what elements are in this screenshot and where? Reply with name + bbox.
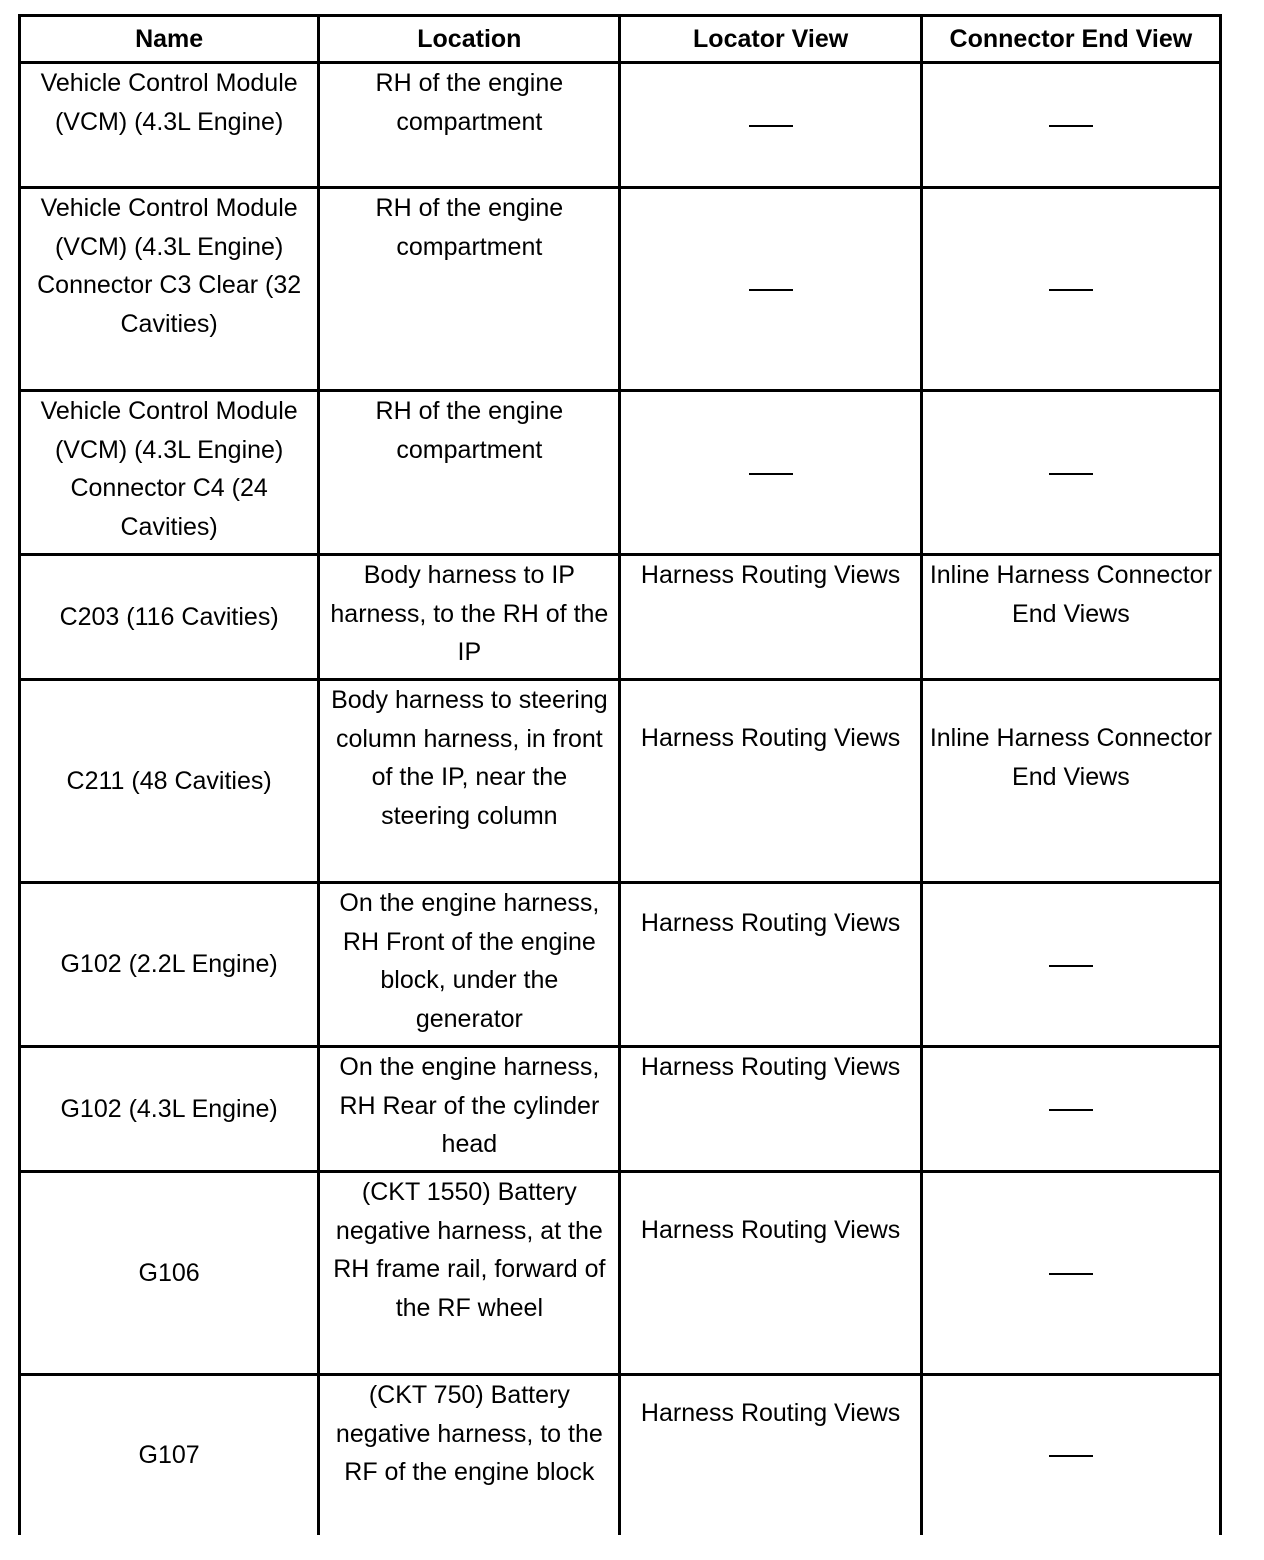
cell-location: Body harness to steering column harness, in front of the IP, near the steering column: [319, 680, 620, 883]
header-name: Name: [20, 16, 319, 63]
cell-connector-end-view: [921, 188, 1220, 391]
table-row: [20, 188, 1221, 391]
empty-dash: [749, 289, 793, 291]
empty-dash: [1049, 1273, 1093, 1275]
cell-connector-end-view: [921, 1375, 1220, 1535]
header-connector-end-view: Connector End View: [921, 16, 1220, 63]
cell-name: C203 (116 Cavities): [20, 555, 319, 680]
component-locator-table: [18, 14, 1222, 1535]
table-row: [20, 1375, 1221, 1535]
cell-connector-end-view: [921, 883, 1220, 1047]
cell-location: (CKT 1550) Battery negative harness, at the RH frame rail, forward of the RF wheel: [319, 1172, 620, 1375]
cell-location: Body harness to IP harness, to the RH of the IP: [319, 555, 620, 680]
cell-locator-view: [620, 188, 921, 391]
table-row: [20, 883, 1221, 1047]
cell-locator-view: Harness Routing Views: [620, 1375, 921, 1535]
cell-locator-view: [620, 63, 921, 188]
cell-name: Vehicle Control Module (VCM) (4.3L Engine): [20, 63, 319, 188]
cell-location: RH of the engine compartment: [319, 63, 620, 188]
header-location: Location: [319, 16, 620, 63]
cell-locator-view: Harness Routing Views: [620, 680, 921, 883]
empty-dash: [1049, 125, 1093, 127]
cell-location: On the engine harness, RH Front of the engine block, under the generator: [319, 883, 620, 1047]
empty-dash: [1049, 1455, 1093, 1457]
cell-location: RH of the engine compartment: [319, 391, 620, 555]
header-row: [20, 16, 1221, 63]
cell-connector-end-view: [921, 391, 1220, 555]
cell-connector-end-view: Inline Harness Connector End Views: [921, 680, 1220, 883]
empty-dash: [749, 473, 793, 475]
cell-locator-view: Harness Routing Views: [620, 883, 921, 1047]
cell-name: G102 (2.2L Engine): [20, 883, 319, 1047]
cell-locator-view: Harness Routing Views: [620, 1047, 921, 1172]
cell-locator-view: Harness Routing Views: [620, 1172, 921, 1375]
header-locator-view: Locator View: [620, 16, 921, 63]
empty-dash: [749, 125, 793, 127]
cell-name: G106: [20, 1172, 319, 1375]
cell-name: G102 (4.3L Engine): [20, 1047, 319, 1172]
cell-locator-view: Harness Routing Views: [620, 555, 921, 680]
cell-name: Vehicle Control Module (VCM) (4.3L Engine) Connector C3 Clear (32 Cavities): [20, 188, 319, 391]
table-row: [20, 680, 1221, 883]
empty-dash: [1049, 289, 1093, 291]
cell-connector-end-view: Inline Harness Connector End Views: [921, 555, 1220, 680]
table-row: [20, 391, 1221, 555]
cell-connector-end-view: [921, 1047, 1220, 1172]
cell-name: G107: [20, 1375, 319, 1535]
cell-connector-end-view: [921, 1172, 1220, 1375]
table-row: [20, 555, 1221, 680]
table-row: [20, 1047, 1221, 1172]
cell-location: RH of the engine compartment: [319, 188, 620, 391]
cell-location: (CKT 750) Battery negative harness, to the RF of the engine block: [319, 1375, 620, 1535]
cell-connector-end-view: [921, 63, 1220, 188]
table-row: [20, 63, 1221, 188]
empty-dash: [1049, 965, 1093, 967]
empty-dash: [1049, 1109, 1093, 1111]
empty-dash: [1049, 473, 1093, 475]
cell-locator-view: [620, 391, 921, 555]
cell-name: C211 (48 Cavities): [20, 680, 319, 883]
table-row: [20, 1172, 1221, 1375]
cell-location: On the engine harness, RH Rear of the cylinder head: [319, 1047, 620, 1172]
cell-name: Vehicle Control Module (VCM) (4.3L Engine) Connector C4 (24 Cavities): [20, 391, 319, 555]
